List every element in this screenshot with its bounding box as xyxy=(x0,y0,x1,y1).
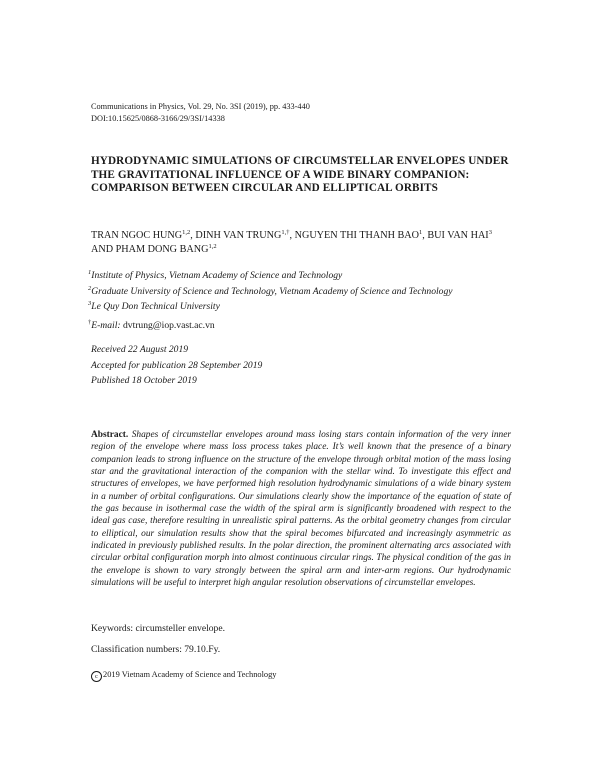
abstract xyxy=(91,429,511,589)
author-conjunction: AND xyxy=(91,244,114,255)
affiliations xyxy=(88,268,453,315)
author-affil-mark: 1,† xyxy=(281,229,290,236)
email-label: E-mail: xyxy=(91,320,121,331)
received-date: Received 22 August 2019 xyxy=(91,344,189,355)
affiliation-item: $^3$Le Quy Don Technical University xyxy=(88,300,220,312)
author-affil-mark: 1 xyxy=(419,229,423,236)
copyright-notice xyxy=(91,669,277,682)
affiliation-item: $^1$Institute of Physics, Vietnam Academy of Science and Technology xyxy=(88,269,343,281)
accepted-date: Accepted for publication 28 September 2019 xyxy=(91,359,263,371)
published-date: Published 18 October 2019 xyxy=(91,375,197,386)
affiliation-item: $^2$Graduate University of Science and Technology, Vietnam Academy of Science and Technology xyxy=(88,284,453,297)
author-name: NGUYEN THI THANH BAO xyxy=(294,230,420,241)
classification-numbers: Classification numbers: 79.10.Fy. xyxy=(91,644,221,655)
author-affil-mark: 3 xyxy=(488,229,492,236)
author-list: TRAN NGOC HUNG$^{1,2}$, DINH VAN $TRUNG^{1,\dagger}$, NGUYEN THI THANH BAO$^1$, BUI VAN HAI$^3$ AND PHAM DONG BANG$^{1,2}$ xyxy=(91,229,492,255)
author-name: TRAN NGOC HUNG xyxy=(91,230,183,241)
corresponding-email: †E-mail: dvtrung@iop.vast.ac.vn xyxy=(88,319,215,331)
journal-header xyxy=(91,101,310,125)
abstract-text: Shapes of circumstellar envelopes around mass losing stars contain information of the very inner region of the envelope where mass loss process takes place. It’s well known that the presence of a binary companion leads to strong influence on the structure of the envelope through orbital motion of the mass losing star and the gravitational interaction of the companion with the stellar wind. To investigate this effect and structures of envelopes, we have performed high resolution hydrodynamic simulations of a wide binary system in a number of orbital configurations. Our simulations clearly show the importance of the equation of state of the gas because in isothermal case the width of the spiral arm is significantly broadened with respect to the ideal gas case, therefore resulting in unrealistic spiral patterns. As the orbital geometry changes from circular to elliptical, our simulation results show that the spiral becomes bifurcated and increasingly asymmetric as indicated in previously published results. In the polar direction, the prominent alternating arcs associated with circular orbital configuration morph into almost continuous circular rings. The physical condition of the gas in the envelope is shown to vary strongly between the spiral arm and inter-arm regions. Our hydrodynamic simulations will be useful to interpret high angular resolution observations of circumstellar envelopes. xyxy=(91,430,512,589)
email-address[interactable]: dvtrung@iop.vast.ac.vn xyxy=(122,320,215,331)
author-name: DINH VAN TRUNG xyxy=(195,230,282,241)
author-name: PHAM DONG BANG xyxy=(115,244,209,255)
journal-citation: Communications in Physics, Vol. 29, No. 3SI (2019), pp. 433-440 xyxy=(91,102,310,111)
author-affil-mark: 1,2 xyxy=(208,243,217,250)
journal-doi: DOI:10.15625/0868-3166/29/3SI/14338 xyxy=(91,114,225,123)
author-name: BUI VAN HAI xyxy=(427,230,489,241)
publication-dates xyxy=(91,342,262,389)
author-affil-mark: 1,2 xyxy=(182,229,191,236)
copyright-text: 2019 Vietnam Academy of Science and Technology xyxy=(103,670,277,679)
abstract-label: Abstract. xyxy=(91,430,129,440)
keywords: Keywords: circumsteller envelope. xyxy=(91,623,225,634)
paper-title: HYDRODYNAMIC SIMULATIONS OF CIRCUMSTELLAR ENVELOPES UNDER THE GRAVITATIONAL INFLUENCE OF A WIDE BINARY COMPANION: COMPARISON BETWEEN CIRCULAR AND ELLIPTICAL ORBITS xyxy=(91,155,509,195)
copyright-icon: c xyxy=(91,671,102,682)
